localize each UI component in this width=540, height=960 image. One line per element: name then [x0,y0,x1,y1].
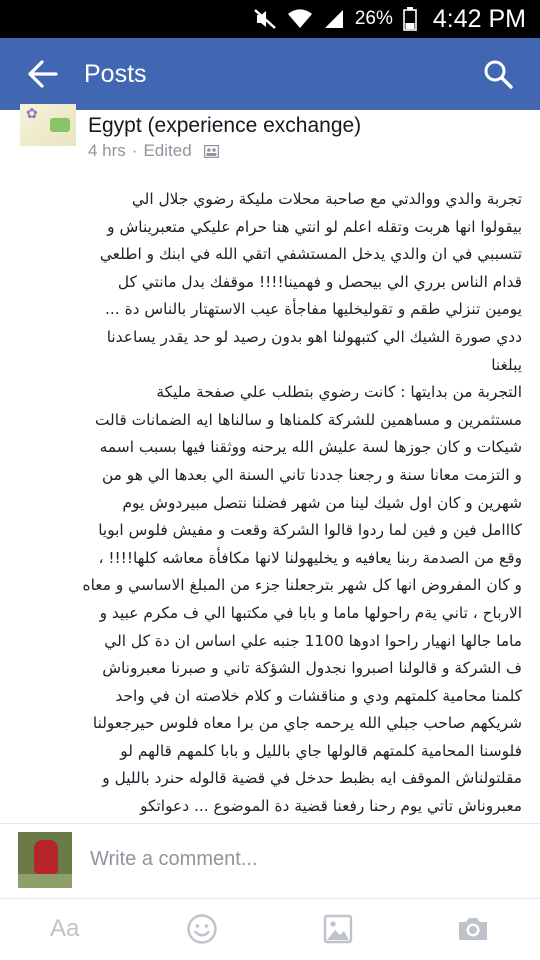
post-line: التجربة من بدايتها : كانت رضوي بتطلب علي صفحة مليكة [156,383,522,402]
post-line: مستثمرين و مساهمين للشركة كلمناها و سالناها ايه الضمانات قالت [94,410,522,429]
app-bar [0,38,540,110]
battery-percent: 26% [354,8,393,29]
search-icon[interactable] [482,58,514,90]
comment-input[interactable]: Write a comment... [90,848,258,870]
emoji-icon[interactable] [186,913,218,945]
post-meta [88,141,219,161]
post-line: تجربة والدي ووالدتي مع صاحبة محلات مليكة رضوي جلال الي [131,190,522,208]
post-line: كااامل فين و فين لما ردوا قالوا الشركة وقعت و مفيش فلوس ابويا [98,521,522,540]
post-line: يومين تنزلي طقم و تقوليخليها مفاجأة عيب الاستهتار بالناس دة ... [105,300,522,319]
post-line: مقلتولناش الموقف ايه بظبط حدخل في قضية قالوله حنرد بالليل و [102,769,522,788]
post-header [0,106,540,168]
commenter-avatar [18,832,72,888]
camera-icon[interactable] [456,913,490,945]
avatar-ground [18,874,72,888]
post-line: ددي صورة الشيك الي كتبهولنا اهو بدون رصيد لو حد يقدر يساعدنا [106,327,522,346]
post-line: شريكهم صاحب جبلي الله يرحمه جاي من برا معاه فلوس حيرجعولنا [92,714,522,733]
page-title: Posts [84,60,147,88]
avatar-logo-mark: ✿ [26,106,38,122]
status-bar [0,0,540,38]
clock: 4:42 PM [432,4,526,33]
group-name[interactable]: Egypt (experience exchange) [88,114,362,137]
composer-toolbar [0,898,540,960]
post-line: تتسببي في ان والدي يدخل المستشفي اتقي الله في ابنك و اطلعي [99,245,522,264]
post-line: فلوسنا المحامية كلمتهم قالولها جاي بالليل و بابا كلمهم قالهم لو [120,741,522,760]
comment-composer [0,824,540,898]
post-text [18,186,522,822]
post-line: بيقولوا انها هربت وتقله اعلم لو انتي هنا حرام عليكي متعبريناش و [107,217,522,236]
signal-icon [323,8,345,30]
edited-label[interactable]: Edited [143,141,192,160]
post-line: كلمنا محامية كلمتهم ودي و مناقشات و كلام خلاصته ان في واحد [115,686,522,705]
post-line: ماما جالها انهيار راحوا ادوها 1100 جنبه علي اساس ان دة كل الي [104,631,522,650]
post-line: قدام الناس برري الي بيحصل و فهمينا!!!! موقفك بدل مانتي كل [117,272,522,291]
post-line: ف الشركة و قالولنا اصبروا نجدول الشؤكة تاني و صبرنا معبروناش [102,659,522,678]
mute-icon [253,8,277,30]
post-line: معبروناش تاتي يوم رحنا رفعنا قضية دة الموضوع ... دعواتكو [140,797,522,816]
post-line: و التزمت معانا سنة و رجعنا جددنا تاني السنة الي بعدها الي هو من [101,465,522,484]
sticker-icon[interactable] [322,913,354,945]
avatar-figure [34,840,58,874]
text-style-button[interactable]: Aa [50,915,80,942]
avatar-logo-block [50,118,70,132]
battery-icon [403,7,417,31]
post-line: شهرين و كان اول شيك لينا من شهر فضلنا نتصل مبيردوش يوم [122,493,522,512]
post-line: يبلغنا [491,355,522,374]
post-line: الارباح ، تاني يةم راحولها ماما و بابا في مكتبها الي ف مكرم عبيد و [99,603,522,622]
back-arrow-icon[interactable] [28,60,58,88]
post-time[interactable]: 4 hrs [88,141,126,160]
meta-separator: · [131,141,138,160]
post-line: و كان المفروض انها كل شهر بترجعلنا جزء من المبلغ الاساسي و معاه [82,576,522,595]
status-icons [253,0,526,38]
post-line: وقع من الصدمة ربنا يعافيه و يخليهولنا لانها مكافأة معاشه كلها!!!! ، [98,548,522,567]
post-line: شيكات و كان جوزها لسة عليش الله يرحنه ووثقنا فيها بسبب اسمه [99,438,522,457]
group-privacy-icon [204,145,219,158]
group-avatar[interactable] [20,104,76,146]
wifi-icon [287,8,313,30]
